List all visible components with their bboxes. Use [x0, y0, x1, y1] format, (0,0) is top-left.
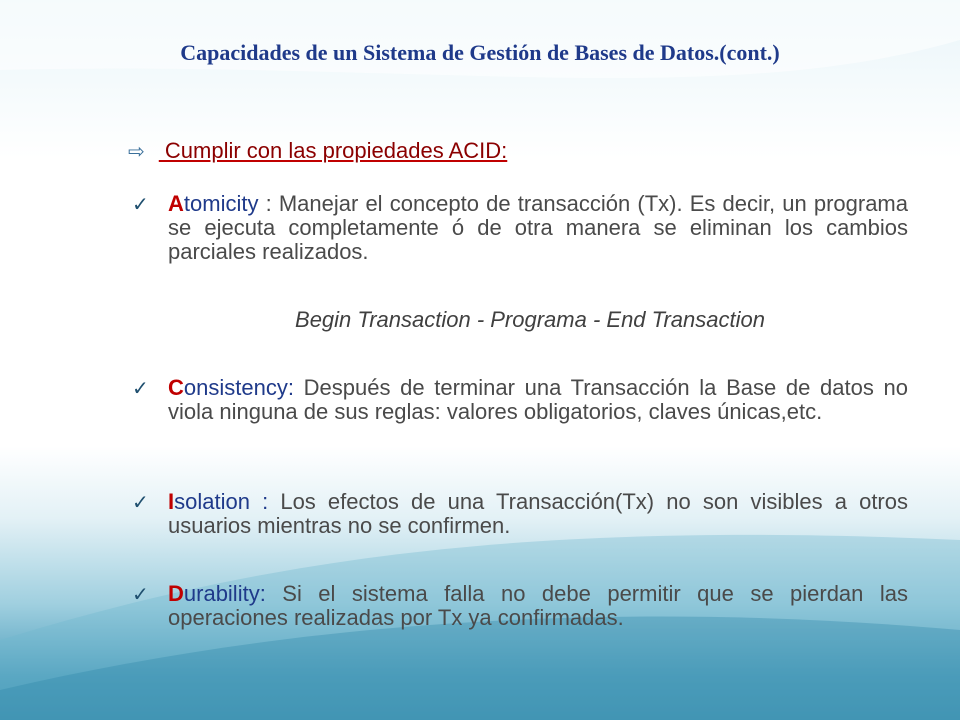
- transaction-example: Begin Transaction - Programa - End Transaction: [295, 307, 765, 332]
- checkmark-icon: ✓: [132, 378, 149, 400]
- atomicity-initial: A: [168, 191, 184, 216]
- right-arrow-icon: ⇨: [128, 141, 145, 163]
- consistency-initial: C: [168, 375, 184, 400]
- durability-term: urability:: [183, 581, 266, 606]
- isolation-description: Los efectos de una Transacción(Tx) no son visibles a otros usuarios mientras no se confirmen.: [168, 489, 908, 538]
- subheading-text: Cumplir con las propiedades ACID:: [158, 138, 508, 163]
- acid-item-consistency: [132, 376, 908, 424]
- acid-item-isolation: [132, 490, 908, 538]
- atomicity-description: : Manejar el concepto de transacción (Tx). Es decir, un programa se ejecuta completamente ó de otra manera se eliminan los cambios parciales realizados.: [168, 191, 908, 264]
- durability-initial: D: [168, 581, 184, 606]
- checkmark-icon: ✓: [132, 492, 149, 514]
- consistency-description: Después de terminar una Transacción la Base de datos no viola ninguna de sus reglas: valores obligatorios, claves únicas,etc.: [168, 375, 908, 424]
- durability-description: Si el sistema falla no debe permitir que se pierdan las operaciones realizadas por Tx ya confirmadas.: [168, 581, 908, 630]
- atomicity-term: tomicity: [183, 191, 259, 216]
- slide-title: Capacidades de un Sistema de Gestión de Bases de Datos.(cont.): [180, 40, 780, 65]
- isolation-term: solation :: [174, 489, 269, 514]
- isolation-initial: I: [168, 489, 175, 514]
- acid-item-durability: [132, 582, 908, 630]
- consistency-term: onsistency:: [183, 375, 294, 400]
- acid-item-atomicity: [132, 192, 908, 264]
- checkmark-icon: ✓: [132, 584, 149, 606]
- subheading: [128, 138, 507, 164]
- checkmark-icon: ✓: [132, 194, 149, 216]
